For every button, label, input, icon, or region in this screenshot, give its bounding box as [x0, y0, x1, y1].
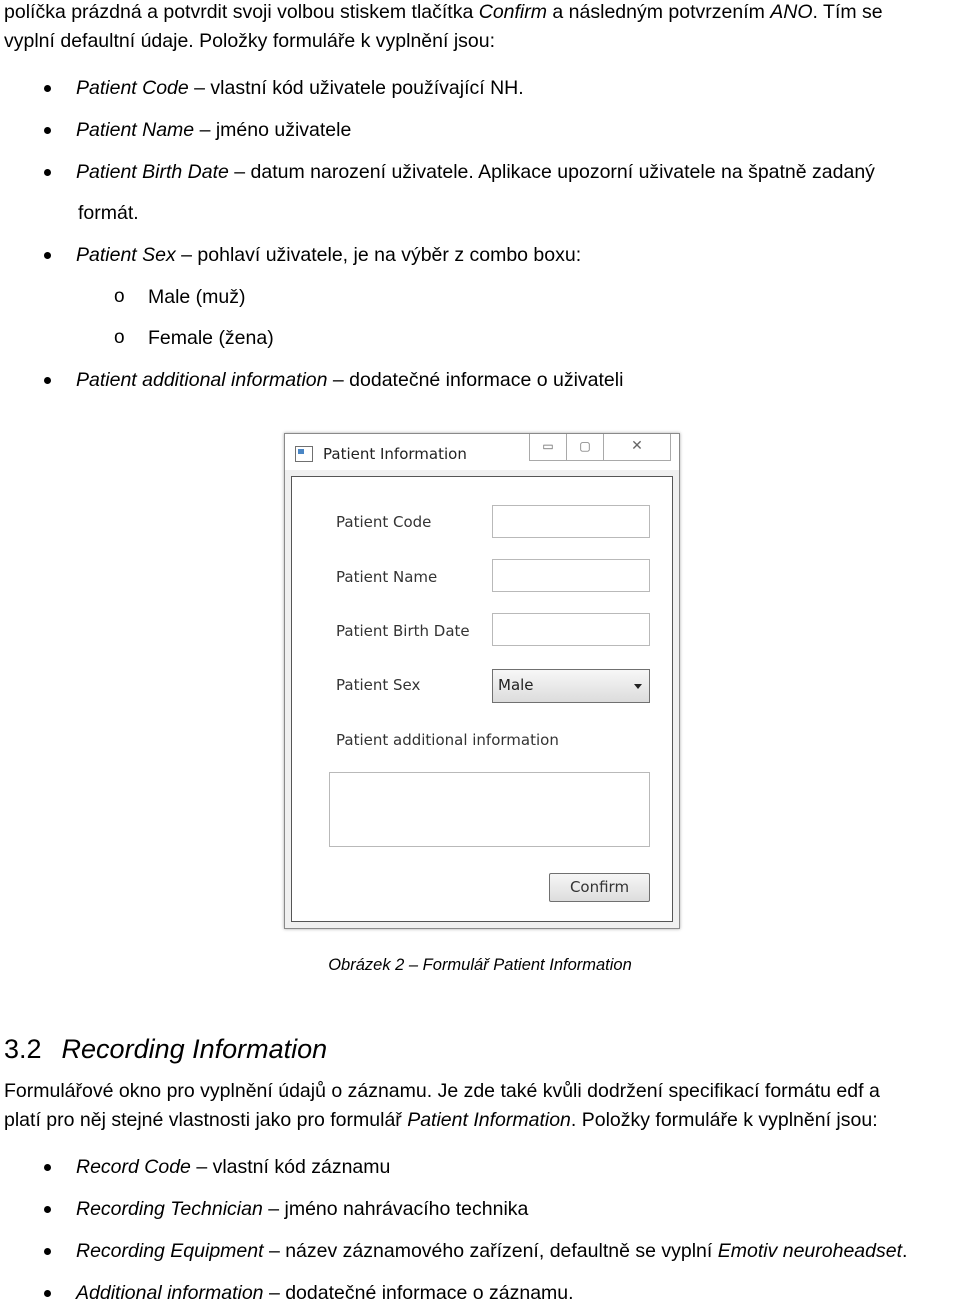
close-icon: ✕ — [631, 438, 643, 454]
confirm-term: Confirm — [478, 1, 547, 23]
list-item — [76, 1281, 574, 1305]
item-desc: – vlastní kód záznamu — [190, 1156, 391, 1178]
title-bar — [285, 434, 679, 470]
list-item — [76, 118, 351, 142]
list-item — [76, 1239, 907, 1263]
bullet-icon — [44, 85, 51, 92]
patient-name-label: Patient Name — [336, 568, 438, 586]
bullet-icon — [44, 127, 51, 134]
patient-birth-date-input[interactable] — [492, 613, 650, 646]
chevron-down-icon — [634, 684, 642, 689]
patient-code-input[interactable] — [492, 505, 650, 538]
item-term: Patient Name — [76, 119, 195, 141]
item-term: Patient Birth Date — [76, 161, 229, 183]
sub-list-item: Male (muž) — [148, 286, 246, 308]
patient-additional-label: Patient additional information — [336, 731, 559, 749]
item-desc: – název záznamového zařízení, defaultně se vyplní — [263, 1240, 718, 1262]
maximize-button[interactable] — [566, 434, 604, 461]
para-term: Patient Information — [407, 1109, 571, 1131]
list-item — [76, 243, 581, 267]
patient-sex-combobox[interactable] — [492, 669, 650, 703]
minimize-icon: ▭ — [542, 439, 554, 453]
recording-para-line-1: Formulářové okno pro vyplnění údajů o záznamu. Je zde také kvůli dodržení specifikací formátu edf a — [4, 1080, 880, 1102]
section-heading — [4, 1034, 327, 1065]
patient-sex-label: Patient Sex — [336, 676, 421, 694]
bullet-icon — [44, 1164, 51, 1171]
circle-bullet-icon: o — [114, 286, 125, 307]
recording-para-line-2 — [4, 1108, 878, 1132]
item-tail-term: Emotiv neuroheadset — [717, 1240, 902, 1262]
item-desc: – jméno uživatele — [194, 119, 352, 141]
item-desc: – datum narození uživatele. Aplikace upozorní uživatele na špatně zadaný — [228, 161, 875, 183]
para-text: platí pro něj stejné vlastnosti jako pro formulář — [4, 1109, 408, 1131]
intro-line-2: vyplní defaultní údaje. Položky formuláře k vyplnění jsou: — [4, 30, 496, 52]
item-term: Patient Sex — [76, 244, 176, 266]
item-desc: – dodatečné informace o záznamu. — [263, 1282, 574, 1304]
item-term: Recording Equipment — [76, 1240, 264, 1262]
item-term: Patient Code — [76, 77, 189, 99]
bullet-icon — [44, 169, 51, 176]
maximize-icon: ▢ — [579, 439, 591, 453]
patient-code-label: Patient Code — [336, 513, 432, 531]
app-icon — [295, 446, 313, 462]
intro-text: políčka prázdná a potvrdit svoji volbou stiskem tlačítka — [4, 1, 479, 23]
sub-list-item: Female (žena) — [148, 327, 274, 349]
list-item — [76, 1197, 528, 1221]
item-tail-end: . — [902, 1240, 908, 1262]
bullet-icon — [44, 252, 51, 259]
item-line — [76, 160, 875, 184]
item-term: Recording Technician — [76, 1198, 263, 1220]
confirm-button[interactable]: Confirm — [549, 873, 650, 902]
patient-name-input[interactable] — [492, 559, 650, 592]
item-desc: – dodatečné informace o uživateli — [327, 369, 624, 391]
minimize-button[interactable] — [529, 434, 567, 461]
item-term: Record Code — [76, 1156, 191, 1178]
item-term: Additional information — [76, 1282, 264, 1304]
list-item — [76, 76, 524, 100]
list-item-continuation: formát. — [78, 202, 139, 224]
bullet-icon — [44, 377, 51, 384]
list-item — [76, 160, 956, 184]
list-item — [76, 1155, 390, 1179]
para-text: . Položky formuláře k vyplnění jsou: — [570, 1109, 878, 1131]
item-desc: – pohlaví uživatele, je na výběr z combo boxu: — [175, 244, 582, 266]
close-button[interactable] — [603, 434, 671, 461]
list-item — [76, 368, 623, 392]
form-panel — [291, 476, 673, 922]
intro-line-1 — [4, 0, 883, 24]
bullet-icon — [44, 1248, 51, 1255]
bullet-icon — [44, 1290, 51, 1297]
item-desc: – jméno nahrávacího technika — [262, 1198, 529, 1220]
patient-information-window — [284, 433, 680, 929]
intro-text: a následným potvrzením — [547, 1, 771, 23]
patient-sex-value: Male — [498, 676, 534, 694]
patient-additional-textarea[interactable] — [329, 772, 650, 847]
ano-term: ANO — [770, 1, 813, 23]
patient-birth-date-label: Patient Birth Date — [336, 622, 470, 640]
item-desc: – vlastní kód uživatele používající NH. — [188, 77, 524, 99]
circle-bullet-icon: o — [114, 327, 125, 348]
window-title: Patient Information — [323, 445, 467, 463]
item-term: Patient additional information — [76, 369, 328, 391]
figure-caption: Obrázek 2 – Formulář Patient Information — [328, 956, 632, 974]
intro-text: . Tím se — [812, 1, 883, 23]
section-number: 3.2 — [4, 1034, 42, 1064]
bullet-icon — [44, 1206, 51, 1213]
section-title: Recording Information — [61, 1034, 328, 1064]
